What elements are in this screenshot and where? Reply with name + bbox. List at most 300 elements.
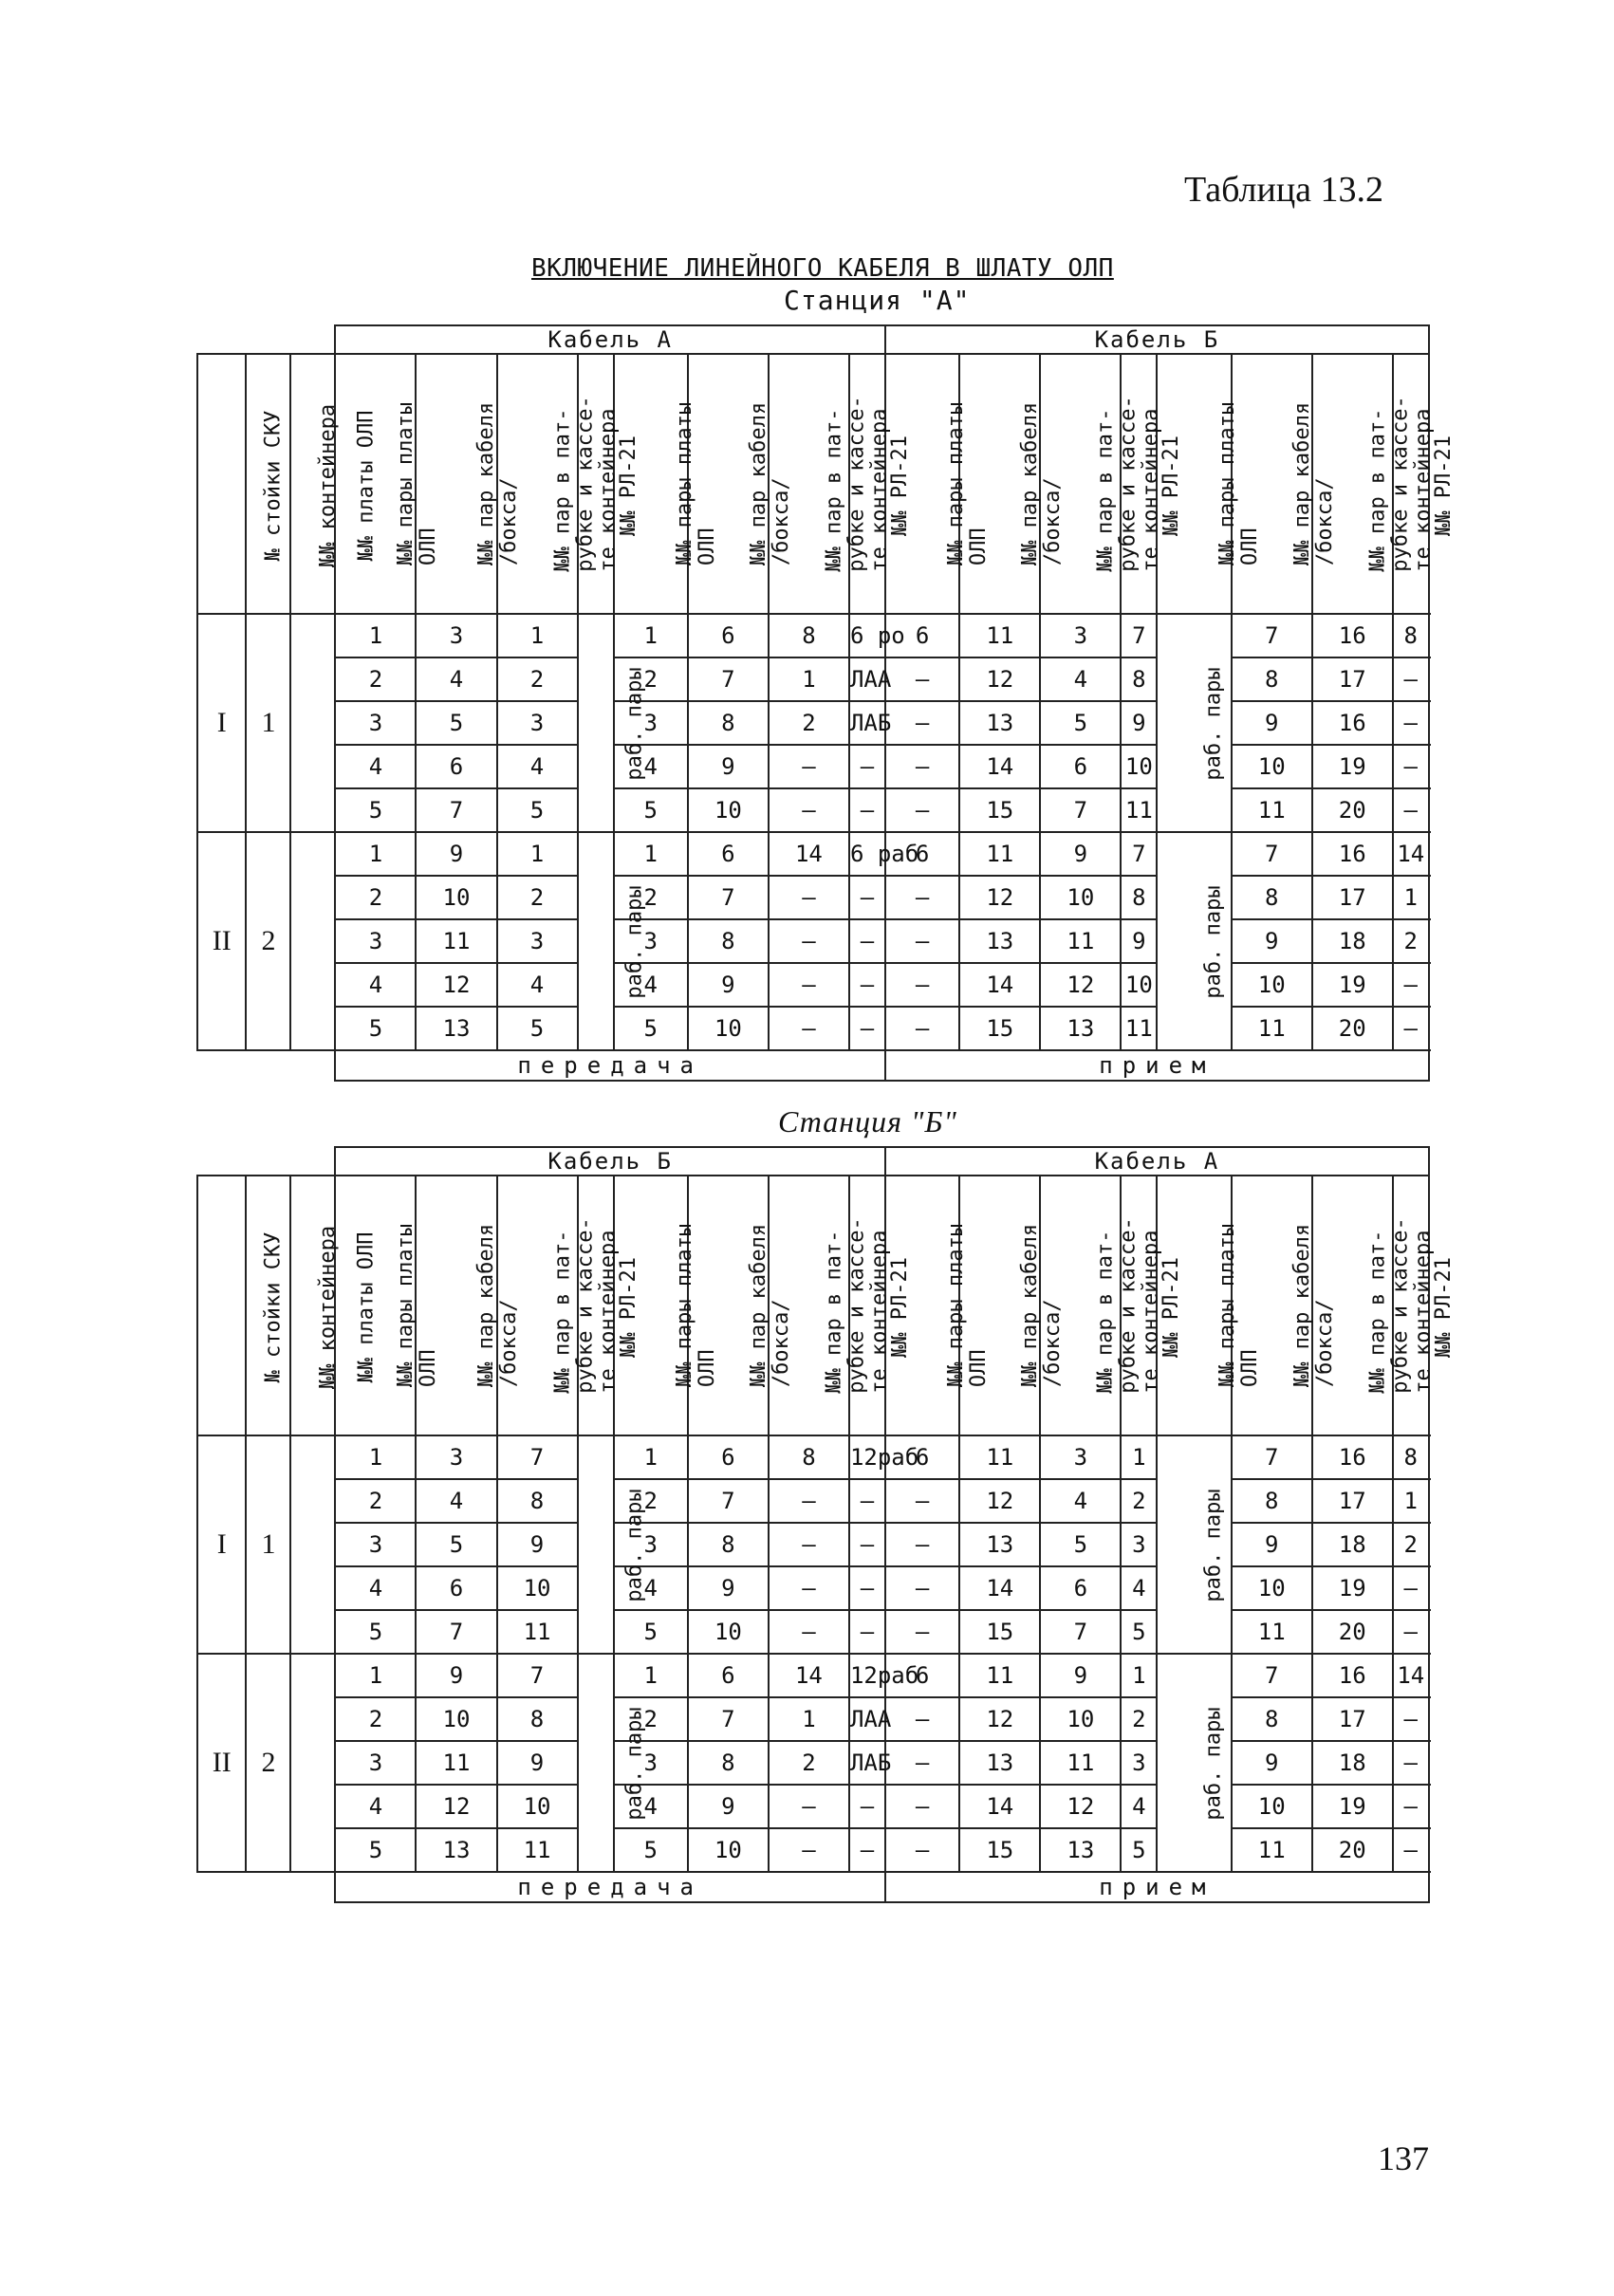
data-cell: 14 [769,832,849,876]
column-header [614,1176,719,1435]
data-cell: 2 [1121,1697,1157,1741]
data-cell: 8 [1393,1435,1429,1479]
data-cell: – [769,1785,849,1828]
data-cell: – [885,1828,959,1872]
column-header [335,354,441,614]
data-cell: 8 [1121,876,1157,919]
data-cell: 2 [335,1479,416,1523]
container-cell: 2 [246,1654,290,1872]
data-cell: 6 [688,832,769,876]
column-header [246,1176,341,1435]
data-cell: 17 [1312,876,1393,919]
data-cell: 16 [1312,1435,1393,1479]
column-header-text: №№ пары платы ОЛП [944,401,992,566]
column-header-text: №№ РЛ-21 [616,435,640,536]
column-header [1157,354,1263,614]
data-cell: 8 [1121,657,1157,701]
data-cell: – [769,788,849,832]
station-b-title: Станция "Б" [778,1104,957,1139]
data-cell: 11 [1121,1007,1157,1050]
data-cell: ЛАА [849,1697,885,1741]
data-cell: ЛАА [849,657,885,701]
data-cell: 1 [614,1435,688,1479]
table-row [197,614,1429,657]
data-cell [1393,1007,1429,1050]
data-cell: 1 [335,832,416,876]
page-number: 137 [1378,2139,1429,2177]
data-cell: 3 [497,919,578,963]
data-cell: 1 [614,832,688,876]
column-header-text: №№ пар в пат- рубке и кассе- те контейнера [1365,396,1436,572]
stoika-cell: II [197,832,246,1050]
data-cell: 1 [614,1654,688,1697]
data-cell: 9 [497,1523,578,1566]
data-cell [1393,788,1429,832]
table-row [197,701,1429,745]
raby-pary-label [1157,1654,1231,1872]
data-cell: 4 [1121,1566,1157,1610]
data-cell: 12 [416,1785,496,1828]
data-cell: 1 [614,614,688,657]
data-cell: 7 [1121,832,1157,876]
column-header [1393,1176,1456,1435]
data-cell: 3 [1040,614,1121,657]
data-cell: 7 [1040,1610,1121,1654]
footer-left: передача [335,1050,885,1081]
data-cell: 14 [769,1654,849,1697]
column-header-text: №№ пары платы ОЛП [672,401,719,566]
data-cell: – [885,788,959,832]
column-header-text: №№ РЛ-21 [1431,435,1456,536]
column-header [497,354,621,614]
data-cell: 6 [1040,745,1121,788]
raby-pary-label-text: раб. пары [622,666,647,781]
data-cell: 11 [1121,788,1157,832]
data-cell: 12 [1040,1785,1121,1828]
data-cell: 19 [1312,745,1393,788]
data-cell: – [849,1566,885,1610]
station-a-title: Станция "А" [784,285,971,316]
data-cell: – [849,745,885,788]
data-cell: – [849,919,885,963]
stoika-cell: I [197,1435,246,1654]
data-cell: 2 [335,876,416,919]
data-cell: 10 [416,876,496,919]
data-cell: – [769,1479,849,1523]
data-cell: 11 [1040,919,1121,963]
data-cell: 2 [769,1741,849,1785]
column-header [1157,1176,1263,1435]
container-cell: 1 [246,614,290,832]
data-cell: 1 [1393,1479,1429,1523]
data-cell: 5 [1121,1828,1157,1872]
data-cell: ЛАБ [849,701,885,745]
table-row [197,919,1429,963]
data-cell: 13 [959,1523,1040,1566]
data-cell: 5 [1040,701,1121,745]
data-cell: 2 [335,657,416,701]
data-cell: 12 [959,1697,1040,1741]
data-cell: 10 [1121,963,1157,1007]
data-cell: 9 [1232,1523,1312,1566]
data-cell: 2 [614,1479,688,1523]
data-cell: 1 [1121,1435,1157,1479]
data-cell: 3 [416,614,496,657]
column-header-text: №№ пары платы ОЛП [672,1223,719,1388]
table-row [197,1523,1429,1566]
data-cell: 8 [688,919,769,963]
data-cell: 9 [1232,701,1312,745]
footer-left: передача [335,1872,885,1902]
data-cell: 10 [1232,963,1312,1007]
column-header [614,354,719,614]
column-header [335,1176,441,1435]
data-cell: 7 [416,788,496,832]
data-cell: 8 [688,1741,769,1785]
table-row [197,1654,1429,1697]
data-cell: 5 [335,1828,416,1872]
data-cell: – [885,919,959,963]
data-cell: – [769,1007,849,1050]
data-cell: 5 [335,1610,416,1654]
column-header-text: №№ платы ОЛП [354,410,379,562]
data-cell: 2 [335,1697,416,1741]
raby-pary-label [578,1654,647,1872]
column-header-text: №№ пар кабеля /бокса/ [1289,401,1337,566]
data-cell: 3 [335,1741,416,1785]
data-cell: 10 [416,1697,496,1741]
column-header-text: №№ контейнера [316,403,341,568]
data-cell: 9 [1040,832,1121,876]
data-cell: 7 [1232,1654,1312,1697]
column-header [849,1176,912,1435]
stoika-cell: II [197,1654,246,1872]
data-cell: 9 [688,963,769,1007]
data-cell: 7 [1232,832,1312,876]
column-header [197,354,286,614]
data-cell: 1 [769,657,849,701]
data-cell: – [849,963,885,1007]
data-cell: 8 [1232,657,1312,701]
data-cell: – [885,1741,959,1785]
data-cell: – [885,657,959,701]
data-cell: 4 [335,745,416,788]
column-header [885,1176,992,1435]
data-cell: 15 [959,788,1040,832]
column-header-text: №№ пар кабеля /бокса/ [746,401,793,566]
data-cell: 5 [614,788,688,832]
column-header [578,1176,640,1435]
column-header-text: №№ пар кабеля /бокса/ [1289,1223,1337,1388]
data-cell: 9 [688,745,769,788]
data-cell: 9 [416,832,496,876]
data-cell: 12 [959,1479,1040,1523]
cable-head-spacer [197,1147,335,1176]
data-cell: 9 [1232,1741,1312,1785]
data-cell: 18 [1312,1523,1393,1566]
data-cell: 1 [335,614,416,657]
data-cell: – [885,745,959,788]
column-header [290,354,379,614]
column-header-text: №№ пар кабеля /бокса/ [1018,1223,1066,1388]
data-cell: 3 [614,1523,688,1566]
data-cell: 10 [497,1566,578,1610]
data-cell: 1 [497,614,578,657]
data-cell: – [849,1523,885,1566]
column-header [769,1176,892,1435]
footer-spacer [197,1050,335,1081]
data-cell: ЛАБ [849,1741,885,1785]
data-cell: 4 [1040,657,1121,701]
column-header [1393,354,1456,614]
data-cell: 10 [1232,1785,1312,1828]
column-header [688,1176,793,1435]
column-header [1040,354,1164,614]
data-cell: 3 [614,1741,688,1785]
data-cell: – [885,1610,959,1654]
data-cell: 6 [1040,1566,1121,1610]
column-header-text: №№ РЛ-21 [1159,1257,1184,1358]
data-cell: 9 [416,1654,496,1697]
table-row [197,832,1429,876]
data-cell: 5 [416,1523,496,1566]
data-cell: 19 [1312,1566,1393,1610]
column-header [1312,354,1436,614]
data-cell: 5 [614,1007,688,1050]
data-cell: 13 [416,1007,496,1050]
data-cell: 11 [959,832,1040,876]
cable-left-head: Кабель Б [335,1147,885,1176]
data-cell: 12 [416,963,496,1007]
raby-pary-label [1157,1435,1231,1654]
data-cell: – [885,701,959,745]
data-cell: 7 [1232,1435,1312,1479]
data-cell: 7 [416,1610,496,1654]
data-cell: 5 [1040,1523,1121,1566]
document-title: ВКЛЮЧЕНИЕ ЛИНЕЙНОГО КАБЕЛЯ В ШЛАТУ ОЛП [531,254,1114,283]
column-header-text: №№ платы ОЛП [354,1231,379,1383]
data-cell: 10 [1232,745,1312,788]
column-header [246,354,341,614]
data-cell: 11 [1232,788,1312,832]
data-cell: 7 [688,1479,769,1523]
data-cell: 6 ро [849,614,885,657]
data-cell: 10 [1232,1566,1312,1610]
data-cell: 18 [1312,919,1393,963]
data-cell: 9 [497,1741,578,1785]
data-cell: 4 [614,745,688,788]
data-cell: – [769,745,849,788]
column-header-text: №№ пар кабеля /бокса/ [1018,401,1066,566]
raby-pary-label [578,1435,647,1654]
data-cell: 4 [614,963,688,1007]
data-cell: 19 [1312,963,1393,1007]
data-cell: 11 [1040,1741,1121,1785]
cable-right-head: Кабель Б [885,325,1429,354]
raby-pary-label-text: раб. пары [1201,884,1226,999]
data-cell: 2 [614,657,688,701]
data-cell [1393,1697,1429,1741]
data-cell: 6 [416,745,496,788]
data-cell: 4 [335,963,416,1007]
column-header [1040,1176,1164,1435]
raby-pary-label-text: раб. пары [1201,1488,1226,1602]
data-cell: 14 [959,1785,1040,1828]
data-cell: 2 [614,876,688,919]
raby-pary-label [1157,832,1231,1050]
data-cell: 2 [1393,1523,1429,1566]
data-cell: 3 [1121,1741,1157,1785]
data-cell [1393,1610,1429,1654]
column-header [849,354,912,614]
data-cell: 8 [1393,614,1429,657]
data-cell: 10 [1040,876,1121,919]
data-cell: 7 [1040,788,1121,832]
data-cell: – [849,1610,885,1654]
data-cell: – [769,963,849,1007]
raby-pary-label-text: раб. пары [1201,1706,1226,1821]
data-cell: 12 [959,657,1040,701]
data-cell: 5 [1121,1610,1157,1654]
table-row [197,1435,1429,1479]
data-cell: 15 [959,1828,1040,1872]
data-cell: 3 [335,701,416,745]
data-cell: 15 [959,1007,1040,1050]
column-header [959,1176,1066,1435]
data-cell: – [885,876,959,919]
data-cell: 13 [416,1828,496,1872]
data-cell: 4 [497,745,578,788]
column-header [197,1176,286,1435]
data-cell: 6 [885,832,959,876]
plata-spacer [290,614,335,832]
data-cell: 8 [688,1523,769,1566]
data-cell: 6 [885,1435,959,1479]
data-cell: 6 [885,614,959,657]
plata-spacer [290,1654,335,1872]
column-header-text: №№ пар в пат- рубке и кассе- те контейнера [1094,1217,1164,1394]
column-header-text: №№ РЛ-21 [887,435,912,536]
data-cell: 3 [416,1435,496,1479]
raby-pary-label-text: раб. пары [1201,666,1226,781]
column-header-text: №№ пары платы ОЛП [944,1223,992,1388]
data-cell: 8 [497,1697,578,1741]
raby-pary-label-text: раб. пары [622,884,647,999]
column-header-text: №№ пары платы ОЛП [394,1223,441,1388]
data-cell: 11 [497,1610,578,1654]
plata-spacer [290,1435,335,1654]
data-cell: – [1393,1828,1429,1872]
data-cell: 17 [1312,1479,1393,1523]
column-header-text: №№ РЛ-21 [887,1257,912,1358]
data-cell: – [885,1523,959,1566]
column-header [290,1176,379,1435]
data-cell: 5 [614,1610,688,1654]
column-header-text: №№ пары платы ОЛП [1215,401,1263,566]
column-header [578,354,640,614]
data-cell: 1 [335,1654,416,1697]
data-cell: – [769,1610,849,1654]
raby-pary-label-text: раб. пары [622,1706,647,1821]
data-cell: 2 [614,1697,688,1741]
cable-right-head: Кабель А [885,1147,1429,1176]
data-cell: 11 [1232,1007,1312,1050]
data-cell: 1 [335,1435,416,1479]
data-cell: 13 [1040,1007,1121,1050]
data-cell: 4 [614,1785,688,1828]
data-cell: 4 [614,1566,688,1610]
table-row [197,1828,1429,1872]
data-cell: 1 [1393,876,1429,919]
column-header [416,354,522,614]
column-header [416,1176,522,1435]
data-cell: 12раб [849,1654,885,1697]
data-cell: 20 [1312,1828,1393,1872]
table-row [197,963,1429,1007]
data-cell: 7 [497,1435,578,1479]
column-header-text: №№ РЛ-21 [1431,1257,1456,1358]
data-cell: – [849,1785,885,1828]
data-cell: 2 [1121,1479,1157,1523]
data-cell: 4 [497,963,578,1007]
data-cell: 1 [497,832,578,876]
stoika-cell: I [197,614,246,832]
data-cell: – [849,1828,885,1872]
data-cell: 11 [416,919,496,963]
column-header [1232,354,1337,614]
table-row [197,745,1429,788]
footer-right: прием [885,1872,1429,1902]
data-cell: 6 раб [849,832,885,876]
data-cell: – [849,1007,885,1050]
data-cell: 14 [1393,832,1429,876]
data-cell: – [1393,1566,1429,1610]
table-row [197,1785,1429,1828]
data-cell: 8 [1232,1697,1312,1741]
column-header [885,354,992,614]
data-cell: – [885,1697,959,1741]
data-cell: 14 [959,1566,1040,1610]
data-cell: 1 [1121,1654,1157,1697]
data-cell: 3 [497,701,578,745]
data-cell: 16 [1312,614,1393,657]
data-cell: – [849,1479,885,1523]
column-header-text: №№ пар в пат- рубке и кассе- те контейнера [550,1217,621,1394]
data-cell: – [1393,1741,1429,1785]
data-cell: 16 [1312,701,1393,745]
column-header-text: №№ пар кабеля /бокса/ [746,1223,793,1388]
data-cell: 17 [1312,1697,1393,1741]
column-header-text: №№ пар в пат- рубке и кассе- те контейнера [1094,396,1164,572]
table-row [197,1566,1429,1610]
data-cell: 7 [1121,614,1157,657]
data-cell: 10 [688,1828,769,1872]
column-header-text: № стойки СКУ [261,1231,286,1383]
data-cell: 4 [1121,1785,1157,1828]
data-cell: 11 [959,1654,1040,1697]
data-cell: – [1393,701,1429,745]
data-cell: 11 [959,614,1040,657]
data-cell: – [885,1785,959,1828]
raby-pary-label [1157,614,1231,832]
column-header [1121,354,1184,614]
column-header [769,354,892,614]
data-cell: 11 [416,1741,496,1785]
data-cell: 4 [416,657,496,701]
data-cell: 4 [335,1785,416,1828]
data-cell: – [769,1523,849,1566]
data-cell: – [769,876,849,919]
